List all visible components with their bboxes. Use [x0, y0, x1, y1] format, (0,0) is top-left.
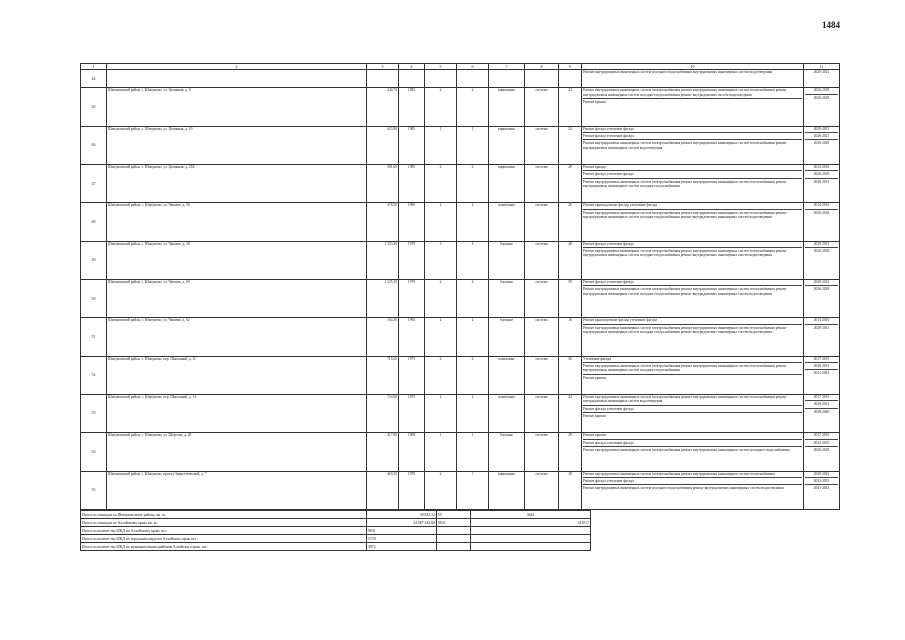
- year-cell: 1993: [399, 318, 425, 356]
- summary-value: 5759: [367, 535, 437, 543]
- period-item: 2029-2031: [805, 178, 838, 184]
- area-cell: [367, 70, 399, 88]
- column-number: 2: [107, 64, 367, 70]
- row-number: 49: [81, 241, 107, 279]
- wall-material-cell: [489, 70, 525, 88]
- address-cell: Шипуновский район, с. Шипуново, ул. Чапаева, д. 60: [107, 280, 367, 318]
- period-cell: [804, 241, 840, 279]
- summary-label: Итого по площади по Алтайскому краю, кв. м.:: [81, 519, 367, 527]
- column-number: 1: [81, 64, 107, 70]
- area-cell: 444,70: [367, 88, 399, 126]
- area-cell: 463,30: [367, 471, 399, 509]
- floors-cell: 2: [425, 356, 457, 394]
- address-cell: Шипуновский район, с. Шипуново, ул. Целинная, д. 8: [107, 88, 367, 126]
- work-item: Ремонт крыши: [583, 433, 606, 438]
- wall-material-cell: кирпичные: [489, 126, 525, 164]
- table-row: [81, 70, 840, 88]
- work-item: Ремонт фасада утепление фасада: [583, 477, 802, 483]
- work-item: Ремонт крыши: [583, 374, 802, 380]
- year-cell: 1989: [399, 203, 425, 241]
- period-item: 2032-2035: [805, 477, 838, 483]
- address-cell: Шипуновский район, с. Шипуново, ул. Целинная, д. 10: [107, 126, 367, 164]
- works-cell: [582, 165, 804, 203]
- heating-cell: система: [525, 318, 559, 356]
- work-item: Ремонт внутридомовых инженерных систем электроснабжения ремонт внутридомовых инженерных систем холодного водоснабжения: [583, 446, 802, 452]
- apartments-cell: 24: [559, 394, 582, 432]
- entrances-cell: 1: [457, 433, 489, 471]
- summary-value: [471, 527, 591, 535]
- works-cell: [582, 241, 804, 279]
- table-row: [81, 394, 840, 432]
- period-item: 2038-2040: [805, 408, 838, 414]
- row-number: 53: [81, 394, 107, 432]
- area-cell: 417,80: [367, 433, 399, 471]
- work-item: Ремонт внутридомовых инженерных систем холодного водоснабжения ремонт внутридомовых инженерных систем водоотведения: [583, 484, 802, 490]
- wall-material-cell: панельные: [489, 394, 525, 432]
- floors-cell: [425, 70, 457, 88]
- wall-material-cell: панельные: [489, 356, 525, 394]
- address-cell: [107, 70, 367, 88]
- period-item: 2026-2028: [805, 285, 838, 291]
- area-cell: 1 125,10: [367, 280, 399, 318]
- works-cell: [582, 394, 804, 432]
- works-cell: [582, 88, 804, 126]
- period-item: 2026-2028: [805, 247, 838, 253]
- wall-material-cell: кирпичные: [489, 471, 525, 509]
- table-row: [81, 280, 840, 318]
- apartments-cell: 59: [559, 280, 582, 318]
- district-total-area: 30 845,52: [367, 511, 437, 519]
- work-item: Ремонт крыши ремонт фасада утепление фасада: [583, 318, 658, 323]
- summary-value: [471, 543, 591, 551]
- period-item: 2017-2019: [813, 394, 830, 399]
- row-number: 47: [81, 165, 107, 203]
- district-total-houses: 55: [437, 511, 471, 519]
- apartments-cell: 24: [559, 126, 582, 164]
- apartments-cell: [559, 70, 582, 88]
- period-item: 2029-2031: [805, 362, 838, 368]
- district-total-apartments: 3644: [471, 511, 591, 519]
- summary-value: [437, 543, 471, 551]
- address-cell: Шипуновский район, с. Шипуново, проезд Энергетический, д. 7: [107, 471, 367, 509]
- year-cell: 1975: [399, 394, 425, 432]
- year-cell: 1969: [399, 433, 425, 471]
- area-cell: 1 153,30: [367, 241, 399, 279]
- period-item: 2029-2031: [805, 400, 838, 406]
- page-number: 1484: [822, 20, 840, 30]
- area-cell: 378,50: [367, 203, 399, 241]
- entrances-cell: 2: [457, 88, 489, 126]
- work-item: Ремонт крыши: [583, 165, 606, 170]
- period-item: 2017-2019: [813, 356, 830, 361]
- work-item: Ремонт внутридомовых инженерных систем электроснабжения ремонт внутридомовых инженерных систем теплоснабжения ремонт внутридомовых инженерных систем холодного водоснабжения: [583, 178, 802, 189]
- summary-row: [81, 519, 591, 527]
- period-item: 2041-2043: [805, 484, 838, 490]
- work-item: Ремонт внутридомовых инженерных систем электроснабжения ремонт внутридомовых инженерных систем теплоснабжения ремонт внутридомовых инженерных систем холодного водоснабжения ремонт внутридомовых инженерных систем водоотведения: [583, 285, 802, 296]
- apartments-cell: 24: [559, 88, 582, 126]
- works-cell: [582, 203, 804, 241]
- summary-value: [437, 527, 471, 535]
- work-item: Ремонт фасада утепление фасада: [583, 170, 802, 176]
- floors-cell: 1: [425, 433, 457, 471]
- area-cell: 715,00: [367, 356, 399, 394]
- period-cell: [804, 471, 840, 509]
- column-number: 3: [367, 64, 399, 70]
- column-number: 8: [525, 64, 559, 70]
- address-cell: Шипуновский район, с. Шипуново, ул. Чапаева, д. 58: [107, 241, 367, 279]
- work-item: Ремонт фасада утепление фасада: [583, 280, 634, 285]
- period-cell: [804, 70, 840, 88]
- period-cell: [804, 88, 840, 126]
- period-item: 2029-2031: [813, 126, 830, 131]
- wall-material-cell: блочные: [489, 280, 525, 318]
- work-item: Ремонт внутридомовых инженерных систем электроснабжения ремонт внутридомовых инженерных систем теплоснабжения ремонт внутридомовых инженерных систем холодного водоснабжения ремонт внутридомовых систем водоотведения: [583, 88, 787, 97]
- wall-material-cell: блочные: [489, 433, 525, 471]
- heating-cell: система: [525, 471, 559, 509]
- floors-cell: 2: [425, 165, 457, 203]
- floors-cell: 2: [425, 394, 457, 432]
- floors-cell: 2: [425, 126, 457, 164]
- housing-register-table: [80, 63, 840, 510]
- period-item: 2020-2022: [813, 280, 830, 285]
- summary-value: [437, 535, 471, 543]
- period-cell: [804, 126, 840, 164]
- apartments-cell: 20: [559, 165, 582, 203]
- district-total-row: [81, 511, 591, 519]
- heating-cell: система: [525, 280, 559, 318]
- apartments-cell: 18: [559, 471, 582, 509]
- heating-cell: система: [525, 203, 559, 241]
- apartments-cell: 16: [559, 318, 582, 356]
- period-item: 2026-2027: [805, 132, 838, 138]
- year-cell: 1983: [399, 88, 425, 126]
- heating-cell: система: [525, 126, 559, 164]
- period-item: 2020-2022: [813, 471, 830, 476]
- column-number: 11: [804, 64, 840, 70]
- address-cell: Шипуновский район, с. Шипуново, пер. Школьный, д. 14: [107, 394, 367, 432]
- row-number: 54: [81, 433, 107, 471]
- period-item: 2014-2016: [813, 318, 830, 323]
- summary-value: 9631: [367, 527, 437, 535]
- work-item: Ремонт внутридомовых инженерных систем электроснабжения ремонт внутридомовых инженерных систем теплоснабжения ремонт внутридомовых инженерных систем водоотведения: [583, 139, 802, 150]
- period-item: 2029-2031: [813, 241, 830, 246]
- period-item: 2026-2028: [805, 170, 838, 176]
- wall-material-cell: кирпичные: [489, 165, 525, 203]
- year-cell: [399, 70, 425, 88]
- work-item: Ремонт крыши: [583, 98, 802, 104]
- works-cell: [582, 318, 804, 356]
- area-cell: 164,30: [367, 318, 399, 356]
- period-cell: [804, 433, 840, 471]
- row-number: 48: [81, 203, 107, 241]
- works-cell: [582, 126, 804, 164]
- address-cell: Шипуновский район, с. Шипуново, ул. Целинная, д. 23Б: [107, 165, 367, 203]
- table-row: [81, 203, 840, 241]
- period-item: 2026-2028: [805, 446, 838, 452]
- entrances-cell: 4: [457, 241, 489, 279]
- apartments-cell: 48: [559, 241, 582, 279]
- column-number: 4: [399, 64, 425, 70]
- period-item: 2014-2016: [813, 165, 830, 170]
- year-cell: 1985: [399, 165, 425, 203]
- area-cell: 724,80: [367, 394, 399, 432]
- column-number: 5: [425, 64, 457, 70]
- summary-label: Итого по количеству МКД по городским округам Алтайского края, шт.:: [81, 535, 367, 543]
- period-cell: [804, 356, 840, 394]
- heating-cell: система: [525, 241, 559, 279]
- heating-cell: система: [525, 88, 559, 126]
- work-item: Ремонт внутридомовых инженерных систем электроснабжения ремонт внутридомовых инженерных систем теплоснабжения ремонт внутридомовых инженерных систем водоотведения: [583, 394, 787, 404]
- heating-cell: [525, 70, 559, 88]
- work-item: Ремонт крыши ремонт фасада утепление фасада: [583, 203, 658, 208]
- apartments-cell: 30: [559, 356, 582, 394]
- period-item: 2026-2028: [805, 209, 838, 215]
- row-number: 55: [81, 471, 107, 509]
- summary-value: 3872: [367, 543, 437, 551]
- column-number: 7: [489, 64, 525, 70]
- entrances-cell: 2: [457, 203, 489, 241]
- table-row: [81, 433, 840, 471]
- entrances-cell: 2: [457, 126, 489, 164]
- period-item: 2041-2043: [805, 369, 838, 375]
- work-item: Ремонт фасада утепление фасада: [583, 439, 802, 445]
- entrances-cell: 4: [457, 280, 489, 318]
- row-number: 46: [81, 126, 107, 164]
- work-item: Ремонт фасада утепление фасада: [583, 132, 802, 138]
- area-cell: 623,90: [367, 126, 399, 164]
- wall-material-cell: панельные: [489, 203, 525, 241]
- period-item: 2026-2028: [813, 88, 830, 93]
- row-number: 52: [81, 356, 107, 394]
- row-number: 45: [81, 88, 107, 126]
- address-cell: Шипуновский район, с. Шипуново, ул. Чапаева, д. 56: [107, 203, 367, 241]
- works-cell: [582, 356, 804, 394]
- work-item: Ремонт внутридомовых инженерных систем электроснабжения ремонт внутридомовых инженерных систем теплоснабжения ремонт внутридомовых инженерных систем холодного водоснабжения ремонт внутридомовых инженерных систем водоотведения: [583, 324, 802, 335]
- work-item: Ремонт внутридомовых инженерных систем электроснабжения ремонт внутридомовых инженерных систем теплоснабжения ремонт внутридомовых инженерных систем холодного водоснабжения ремонт внутридомовых инженерных систем водоотведения: [583, 209, 802, 220]
- period-cell: [804, 318, 840, 356]
- heating-cell: система: [525, 165, 559, 203]
- period-item: 2020-2022: [813, 70, 830, 75]
- table-row: [81, 471, 840, 509]
- entrances-cell: 2: [457, 394, 489, 432]
- period-item: 2026-2028: [805, 139, 838, 145]
- summary-row: [81, 543, 591, 551]
- column-number: 6: [457, 64, 489, 70]
- entrances-cell: 2: [457, 318, 489, 356]
- year-cell: 1975: [399, 356, 425, 394]
- work-item: Ремонт внутридомовых инженерных систем электроснабжения ремонт внутридомовых инженерных систем теплоснабжения: [583, 471, 775, 476]
- apartments-cell: 20: [559, 203, 582, 241]
- table-row: [81, 165, 840, 203]
- summary-value: [471, 535, 591, 543]
- year-cell: 1979: [399, 280, 425, 318]
- works-cell: [582, 280, 804, 318]
- floors-cell: 2: [425, 88, 457, 126]
- floors-cell: 2: [425, 318, 457, 356]
- wall-material-cell: блочные: [489, 318, 525, 356]
- entrances-cell: 2: [457, 165, 489, 203]
- address-cell: Шипуновский район, с. Шипуново, ул. Чапаева, д. 62: [107, 318, 367, 356]
- wall-material-cell: кирпичные: [489, 88, 525, 126]
- row-number: 51: [81, 318, 107, 356]
- floors-cell: 2: [425, 203, 457, 241]
- period-cell: [804, 280, 840, 318]
- summary-row: [81, 527, 591, 535]
- entrances-cell: [457, 70, 489, 88]
- period-cell: [804, 394, 840, 432]
- work-item: Утепление фасада: [583, 356, 611, 361]
- heating-cell: система: [525, 433, 559, 471]
- period-item: 2032-2035: [805, 439, 838, 445]
- period-item: 2017-2019: [813, 433, 830, 438]
- address-cell: Шипуновский район, с. Шипуново, ул. Щорсова, д. 28: [107, 433, 367, 471]
- year-cell: 1978: [399, 471, 425, 509]
- work-item: Ремонт внутридомовых инженерных систем электроснабжения ремонт внутридомовых инженерных систем теплоснабжения ремонт внутридомовых инженерных систем холодного водоснабжения ремонт внутридомовых инженерных систем водоотведения: [583, 247, 802, 258]
- works-cell: [582, 471, 804, 509]
- table-row: [81, 241, 840, 279]
- work-item: Ремонт фасада утепление фасада: [583, 126, 634, 131]
- floors-cell: 2: [425, 471, 457, 509]
- table-row: [81, 318, 840, 356]
- floors-cell: 2: [425, 280, 457, 318]
- row-number: 44: [81, 70, 107, 88]
- area-cell: 581,60: [367, 165, 399, 203]
- entrances-cell: 2: [457, 356, 489, 394]
- period-cell: [804, 203, 840, 241]
- work-item: Ремонт крыши: [583, 412, 802, 418]
- address-cell: Шипуновский район, с. Шипуново, пер. Школьный, д. 11: [107, 356, 367, 394]
- summary-label: Итого по количеству МКД по муниципальным районам Алтайского края, шт.:: [81, 543, 367, 551]
- heating-cell: система: [525, 394, 559, 432]
- period-item: 2026-2028: [805, 94, 838, 100]
- heating-cell: система: [525, 356, 559, 394]
- summary-table: [80, 510, 591, 551]
- summary-label: Итого по количеству МКД по Алтайскому краю, шт.:: [81, 527, 367, 535]
- works-cell: [582, 433, 804, 471]
- summary-value: 321017: [471, 519, 591, 527]
- work-item: Ремонт внутридомовых инженерных систем электроснабжения ремонт внутридомовых инженерных систем теплоснабжения ремонт внутридомовых инженерных систем холодного водоснабжения: [583, 362, 802, 373]
- summary-value: 24 087 244,80: [367, 519, 437, 527]
- work-item: Ремонт фасада утепление фасада: [583, 405, 802, 411]
- apartments-cell: 29: [559, 433, 582, 471]
- period-item: 2029-2031: [805, 324, 838, 330]
- summary-row: [81, 535, 591, 543]
- table-row: [81, 126, 840, 164]
- table-row: [81, 356, 840, 394]
- row-number: 50: [81, 280, 107, 318]
- work-item: Ремонт фасада утепление фасада: [583, 241, 634, 246]
- column-number: 9: [559, 64, 582, 70]
- year-cell: 1983: [399, 126, 425, 164]
- summary-value: 9631: [437, 519, 471, 527]
- period-item: 2014-2016: [813, 203, 830, 208]
- column-number: 10: [582, 64, 804, 70]
- floors-cell: 3: [425, 241, 457, 279]
- district-total-label: Итого по площади по Шипуновскому району, кв. м.:: [81, 511, 367, 519]
- entrances-cell: 1: [457, 471, 489, 509]
- work-item: Ремонт внутридомовых инженерных систем холодного водоснабжения внутридомовых инженерных систем водоотведения: [583, 70, 773, 75]
- table-row: [81, 88, 840, 126]
- works-cell: [582, 70, 804, 88]
- wall-material-cell: блочные: [489, 241, 525, 279]
- period-cell: [804, 165, 840, 203]
- year-cell: 1979: [399, 241, 425, 279]
